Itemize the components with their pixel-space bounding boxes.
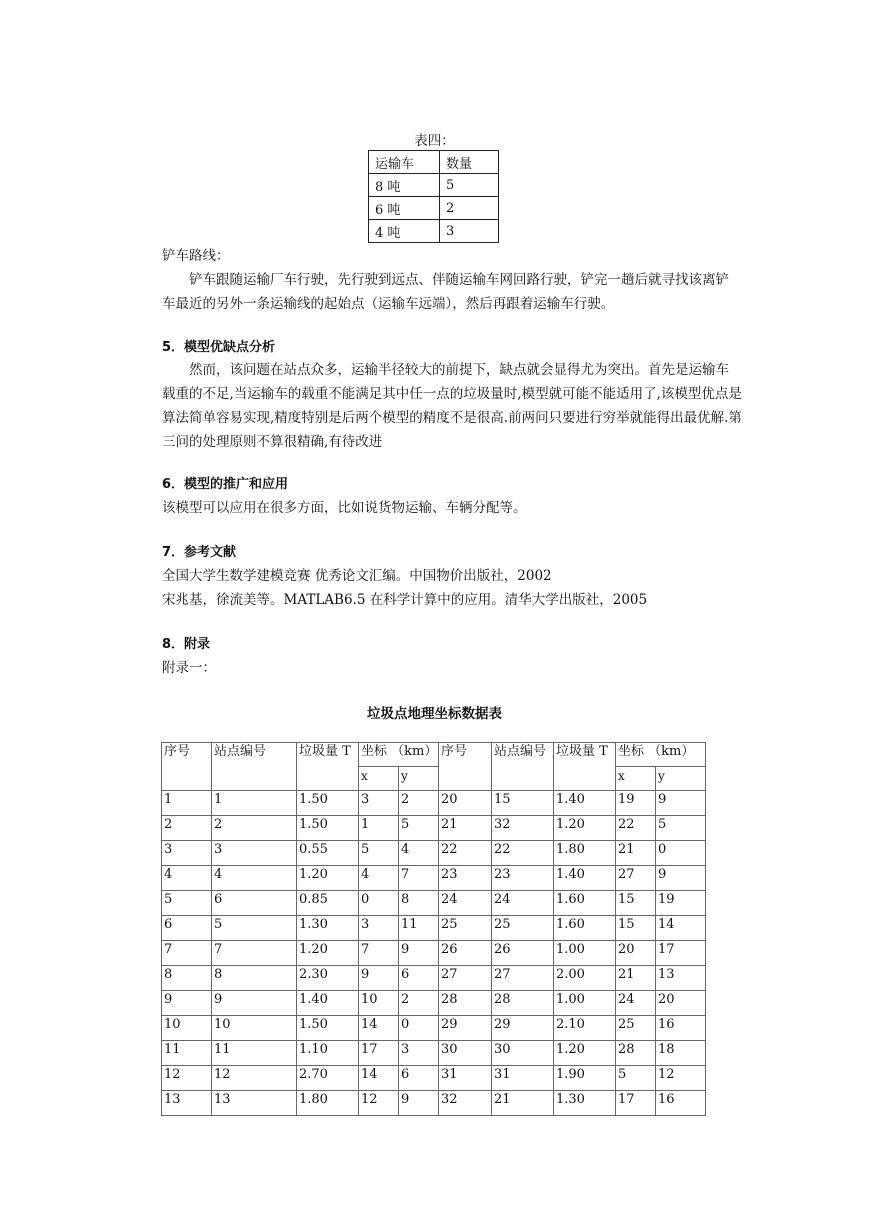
table-cell: 2 <box>212 816 297 841</box>
table-cell: 19 <box>656 891 706 916</box>
table-row <box>162 891 706 916</box>
table-row <box>162 916 706 941</box>
section-5-text: 然而，该问题在站点众多，运输半径较大的前提下，缺点就会显得尤为突出。首先是运输车载重的不足,当运输车的载重不能满足其中任一点的垃圾量时,模型就可能不能适用了,该模型优点是算法简单容易实现,精度特别是后两个模型的精度不是很高.前两问只要进行穷举就能得出最优解.第三问的处理原则不算很精确,有待改进 <box>162 362 742 450</box>
table-cell: 11 <box>162 1041 212 1066</box>
table-cell: 4 <box>212 866 297 891</box>
table-cell: 2 <box>162 816 212 841</box>
table-cell: 5 <box>656 816 706 841</box>
table-header-row <box>162 743 706 767</box>
table-cell: 18 <box>656 1041 706 1066</box>
table-cell: 0 <box>359 891 399 916</box>
table-cell: 3 <box>399 1041 439 1066</box>
table-cell: 21 <box>439 816 492 841</box>
table-cell: 4 <box>359 866 399 891</box>
reference-2: 宋兆基，徐流美等。MATLAB6.5 在科学计算中的应用。清华大学出版社，2005 <box>162 592 648 608</box>
table-cell: 10 <box>359 991 399 1016</box>
table-cell: 1.00 <box>554 991 616 1016</box>
table-row <box>162 941 706 966</box>
table-cell: 25 <box>616 1016 656 1041</box>
table-cell: 9 <box>656 866 706 891</box>
table-cell: 21 <box>616 841 656 866</box>
table-header-cell: 运输车 <box>369 151 440 174</box>
table-cell: 9 <box>399 941 439 966</box>
table-cell: 16 <box>656 1016 706 1041</box>
table-cell: 17 <box>616 1091 656 1116</box>
table-cell: 7 <box>399 866 439 891</box>
section-6-heading: 6．模型的推广和应用 <box>162 477 289 492</box>
table-row <box>162 1066 706 1091</box>
shovel-route-text: 铲车跟随运输厂车行驶，先行驶到远点、伴随运输车网回路行驶，铲完一趟后就寻找该离铲车最近的另外一条运输线的起始点（运输车远端），然后再跟着运输车行驶。 <box>162 272 729 312</box>
table-cell: 7 <box>162 941 212 966</box>
table-cell: 1.20 <box>554 1041 616 1066</box>
table-cell: 9 <box>399 1091 439 1116</box>
header-x: x <box>359 767 399 791</box>
header-coord-2: 坐标 （km） <box>616 743 706 767</box>
table-cell: 1.40 <box>554 866 616 891</box>
table-cell: 32 <box>492 816 554 841</box>
table-row <box>162 991 706 1016</box>
table-cell: 17 <box>656 941 706 966</box>
table-cell: 12 <box>656 1066 706 1091</box>
table-cell: 0.85 <box>297 891 359 916</box>
table-cell: 17 <box>359 1041 399 1066</box>
table-cell: 1.60 <box>554 891 616 916</box>
table-cell: 6 <box>162 916 212 941</box>
table-cell: 1.80 <box>297 1091 359 1116</box>
table-cell: 7 <box>212 941 297 966</box>
table-cell: 5 <box>616 1066 656 1091</box>
table-cell: 20 <box>616 941 656 966</box>
table-cell: 1.10 <box>297 1041 359 1066</box>
truck-count-table <box>368 150 499 243</box>
table-cell: 22 <box>439 841 492 866</box>
table-cell: 6 吨 <box>369 197 440 220</box>
table-cell: 30 <box>439 1041 492 1066</box>
table-cell: 1.40 <box>297 991 359 1016</box>
table-cell: 2.30 <box>297 966 359 991</box>
table-cell: 5 <box>359 841 399 866</box>
table-cell: 5 <box>212 916 297 941</box>
table-cell: 30 <box>492 1041 554 1066</box>
header-amount-2: 垃圾量 T <box>554 743 616 791</box>
table-row <box>162 866 706 891</box>
table-cell: 1.30 <box>554 1091 616 1116</box>
table-cell: 1.40 <box>554 791 616 816</box>
table-cell: 0 <box>656 841 706 866</box>
table-cell: 2.10 <box>554 1016 616 1041</box>
table-cell: 23 <box>439 866 492 891</box>
table-cell: 2.00 <box>554 966 616 991</box>
table-cell: 26 <box>439 941 492 966</box>
header-station: 站点编号 <box>212 743 297 791</box>
table-cell: 5 <box>440 174 499 197</box>
section-6-text: 该模型可以应用在很多方面，比如说货物运输、车辆分配等。 <box>162 500 527 516</box>
table-cell: 1.20 <box>297 941 359 966</box>
table-cell: 29 <box>439 1016 492 1041</box>
table-cell: 6 <box>399 966 439 991</box>
coordinate-data-table <box>161 742 706 1116</box>
table-cell: 3 <box>359 791 399 816</box>
table-cell: 20 <box>439 791 492 816</box>
table-row <box>369 220 499 243</box>
table-cell: 25 <box>439 916 492 941</box>
table-cell: 4 <box>399 841 439 866</box>
table-cell: 22 <box>492 841 554 866</box>
section-5-heading: 5．模型优缺点分析 <box>162 340 276 355</box>
table-cell: 10 <box>212 1016 297 1041</box>
table-cell: 14 <box>359 1066 399 1091</box>
shovel-route-title: 铲车路线： <box>162 248 230 264</box>
table-header-cell: 数量 <box>440 151 499 174</box>
table-cell: 6 <box>399 1066 439 1091</box>
header-coord: 坐标 （km） <box>359 743 439 767</box>
table-cell: 5 <box>399 816 439 841</box>
table-cell: 1 <box>212 791 297 816</box>
table-cell: 4 <box>162 866 212 891</box>
table-cell: 28 <box>492 991 554 1016</box>
header-seq: 序号 <box>162 743 212 791</box>
table-cell: 7 <box>359 941 399 966</box>
table-cell: 1.90 <box>554 1066 616 1091</box>
table-cell: 1.60 <box>554 916 616 941</box>
table-row <box>369 197 499 220</box>
table-cell: 8 <box>212 966 297 991</box>
table-cell: 29 <box>492 1016 554 1041</box>
table-cell: 13 <box>212 1091 297 1116</box>
table-cell: 2.70 <box>297 1066 359 1091</box>
table-cell: 31 <box>439 1066 492 1091</box>
table-row <box>162 1041 706 1066</box>
table-cell: 4 吨 <box>369 220 440 243</box>
coord-table-title: 垃圾点地理坐标数据表 <box>367 706 502 722</box>
table-cell: 24 <box>616 991 656 1016</box>
table-cell: 15 <box>616 891 656 916</box>
table-cell: 0 <box>399 1016 439 1041</box>
table-cell: 15 <box>492 791 554 816</box>
table-cell: 12 <box>359 1091 399 1116</box>
table-cell: 12 <box>212 1066 297 1091</box>
table-cell: 14 <box>359 1016 399 1041</box>
table-cell: 27 <box>439 966 492 991</box>
table-cell: 11 <box>399 916 439 941</box>
table-row <box>162 816 706 841</box>
header-y-2: y <box>656 767 706 791</box>
table-cell: 15 <box>616 916 656 941</box>
table-row <box>162 966 706 991</box>
section-7-heading: 7．参考文献 <box>162 545 237 560</box>
table-cell: 23 <box>492 866 554 891</box>
header-amount: 垃圾量 T <box>297 743 359 791</box>
table-cell: 28 <box>439 991 492 1016</box>
table-cell: 1.00 <box>554 941 616 966</box>
table-cell: 22 <box>616 816 656 841</box>
table-cell: 5 <box>162 891 212 916</box>
appendix-label: 附录一： <box>162 660 216 676</box>
table-cell: 8 吨 <box>369 174 440 197</box>
table-cell: 1.50 <box>297 791 359 816</box>
table-row <box>369 151 499 174</box>
table-cell: 10 <box>162 1016 212 1041</box>
table-cell: 24 <box>492 891 554 916</box>
table-cell: 21 <box>492 1091 554 1116</box>
table-cell: 3 <box>359 916 399 941</box>
header-station-2: 站点编号 <box>492 743 554 791</box>
table-cell: 27 <box>616 866 656 891</box>
table-cell: 2 <box>399 991 439 1016</box>
table-row <box>162 791 706 816</box>
table-cell: 1.50 <box>297 816 359 841</box>
table-cell: 20 <box>656 991 706 1016</box>
table-row <box>162 841 706 866</box>
table-cell: 3 <box>212 841 297 866</box>
section-8-heading: 8．附录 <box>162 637 211 652</box>
table-cell: 9 <box>359 966 399 991</box>
table4-caption: 表四： <box>414 133 455 149</box>
table-cell: 2 <box>440 197 499 220</box>
table-body <box>162 791 706 1116</box>
table-row <box>369 174 499 197</box>
table-cell: 1.80 <box>554 841 616 866</box>
table-cell: 9 <box>656 791 706 816</box>
table-row <box>162 1016 706 1041</box>
table-cell: 27 <box>492 966 554 991</box>
table-cell: 31 <box>492 1066 554 1091</box>
table-cell: 0.55 <box>297 841 359 866</box>
table-cell: 25 <box>492 916 554 941</box>
table-cell: 9 <box>162 991 212 1016</box>
table-cell: 32 <box>439 1091 492 1116</box>
table-cell: 13 <box>162 1091 212 1116</box>
reference-1: 全国大学生数学建模竞赛 优秀论文汇编。中国物价出版社，2002 <box>162 568 552 584</box>
table-cell: 8 <box>399 891 439 916</box>
header-x-2: x <box>616 767 656 791</box>
table-cell: 9 <box>212 991 297 1016</box>
table-cell: 21 <box>616 966 656 991</box>
table-cell: 28 <box>616 1041 656 1066</box>
table-cell: 13 <box>656 966 706 991</box>
table-cell: 3 <box>162 841 212 866</box>
table-cell: 26 <box>492 941 554 966</box>
table-cell: 1 <box>359 816 399 841</box>
table-cell: 1 <box>162 791 212 816</box>
table-cell: 16 <box>656 1091 706 1116</box>
table-cell: 3 <box>440 220 499 243</box>
table-cell: 24 <box>439 891 492 916</box>
table-cell: 1.30 <box>297 916 359 941</box>
table-cell: 11 <box>212 1041 297 1066</box>
table-cell: 1.50 <box>297 1016 359 1041</box>
table-cell: 6 <box>212 891 297 916</box>
header-y: y <box>399 767 439 791</box>
table-cell: 1.20 <box>297 866 359 891</box>
table-row <box>162 1091 706 1116</box>
table-cell: 14 <box>656 916 706 941</box>
table-cell: 1.20 <box>554 816 616 841</box>
table-cell: 8 <box>162 966 212 991</box>
table-cell: 2 <box>399 791 439 816</box>
table-cell: 19 <box>616 791 656 816</box>
table-cell: 12 <box>162 1066 212 1091</box>
header-seq-2: 序号 <box>439 743 492 791</box>
